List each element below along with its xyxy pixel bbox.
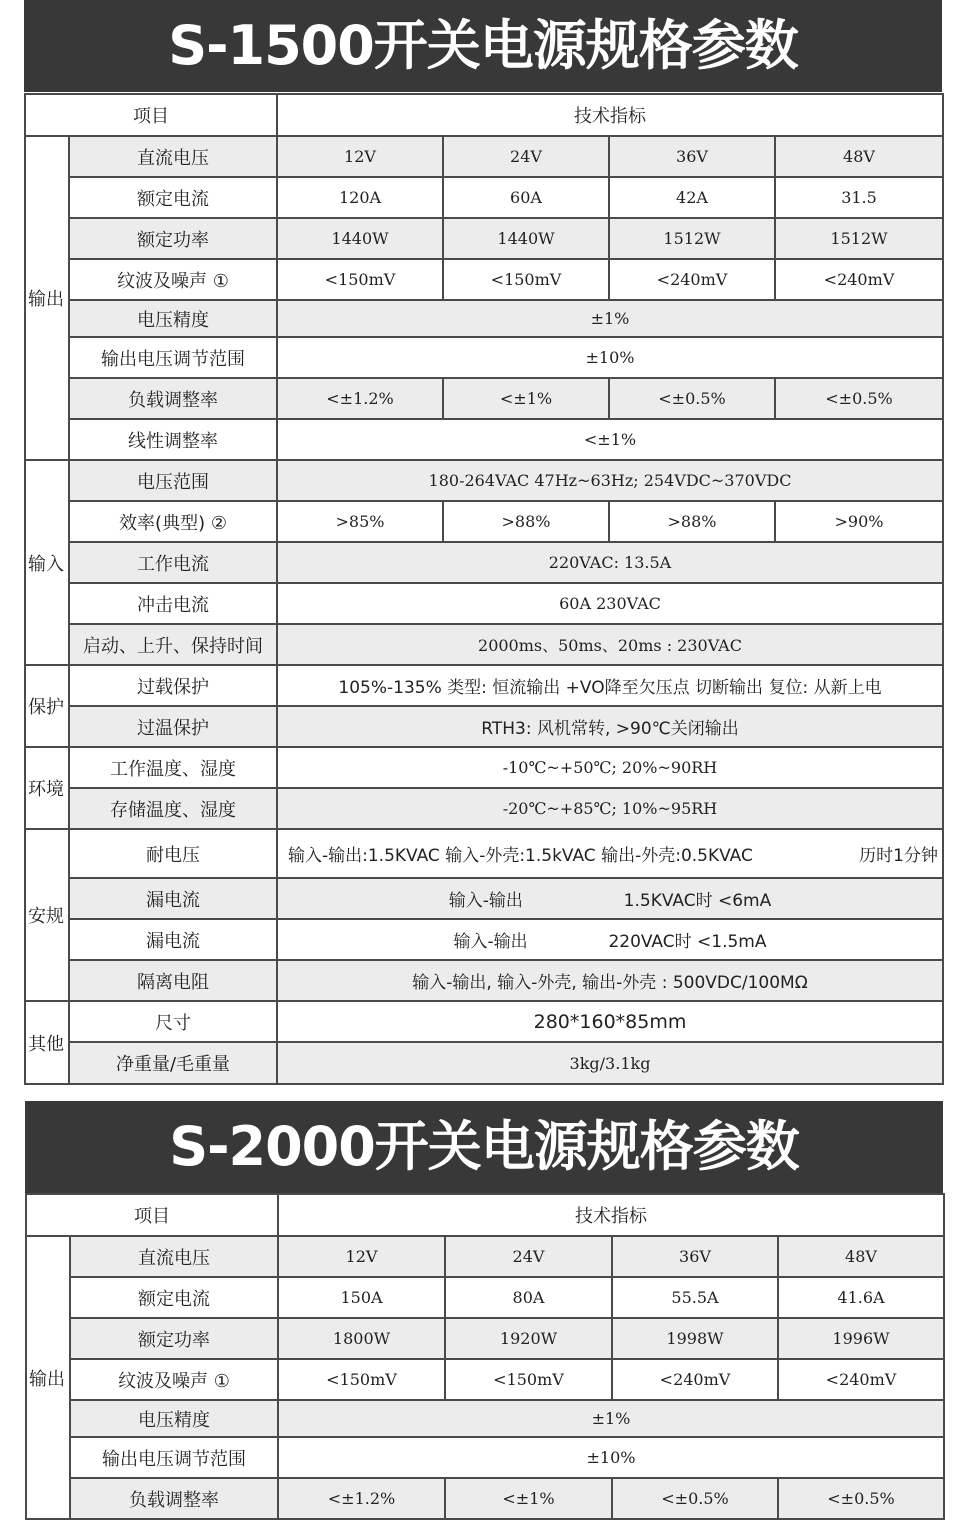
table-row xyxy=(25,747,943,788)
leak-path: 输入-输出 xyxy=(453,932,528,952)
group-protect: 保护 xyxy=(25,665,69,747)
row-label: 启动、上升、保持时间 xyxy=(69,624,277,665)
cell: 3kg/3.1kg xyxy=(277,1042,943,1084)
row-label: 工作电流 xyxy=(69,542,277,583)
table-row xyxy=(25,583,943,624)
cell: 36V xyxy=(612,1236,778,1277)
table-row xyxy=(25,259,943,300)
cell: 48V xyxy=(778,1236,944,1277)
cell: ±1% xyxy=(278,1400,944,1437)
cell: <240mV xyxy=(612,1359,778,1400)
cell: 2000ms、50ms、20ms : 230VAC xyxy=(277,624,943,665)
cell: 180-264VAC 47Hz~63Hz; 254VDC~370VDC xyxy=(277,460,943,501)
cell: <±1.2% xyxy=(278,1478,445,1519)
table-row xyxy=(25,501,943,542)
cell: 80A xyxy=(445,1277,612,1318)
cell: 280*160*85mm xyxy=(277,1001,943,1042)
header-item: 项目 xyxy=(25,94,277,136)
cell: 1440W xyxy=(277,218,443,259)
table-row xyxy=(26,1277,944,1318)
cell xyxy=(277,919,943,960)
cell xyxy=(277,878,943,919)
row-label: 存储温度、湿度 xyxy=(69,788,277,829)
table-row xyxy=(25,378,943,419)
group-output: 输出 xyxy=(25,136,69,460)
table-row xyxy=(25,878,943,919)
spec-title-s2000: S-2000开关电源规格参数 xyxy=(25,1101,943,1193)
row-label: 效率(典型) ② xyxy=(69,501,277,542)
cell: 150A xyxy=(278,1277,445,1318)
spec-table-s2000 xyxy=(25,1193,945,1520)
group-output-label: 输出 xyxy=(29,1368,65,1390)
row-label: 耐电压 xyxy=(69,829,277,878)
table-row xyxy=(26,1359,944,1400)
header-item: 项目 xyxy=(26,1194,278,1236)
row-label: 净重量/毛重量 xyxy=(69,1042,277,1084)
cell: 1996W xyxy=(778,1318,944,1359)
table-row xyxy=(25,419,943,460)
table-row xyxy=(26,1236,944,1277)
spec-title-s1500: S-1500开关电源规格参数 xyxy=(24,0,942,92)
cell: 12V xyxy=(277,136,443,177)
row-label: 纹波及噪声 ① xyxy=(69,259,277,300)
cell: 1512W xyxy=(609,218,775,259)
row-label: 负载调整率 xyxy=(69,378,277,419)
cell: >88% xyxy=(443,501,609,542)
cell: <±1% xyxy=(445,1478,612,1519)
cell: 220VAC: 13.5A xyxy=(277,542,943,583)
cell: <±1.2% xyxy=(277,378,443,419)
cell: <±0.5% xyxy=(778,1478,944,1519)
cell: -20℃~+85℃; 10%~95RH xyxy=(277,788,943,829)
cell: 1800W xyxy=(278,1318,445,1359)
table-row xyxy=(25,177,943,218)
table-row xyxy=(25,1042,943,1084)
cell: 1998W xyxy=(612,1318,778,1359)
row-label: 漏电流 xyxy=(69,878,277,919)
row-label: 直流电压 xyxy=(70,1236,278,1277)
table-row xyxy=(25,218,943,259)
table-row xyxy=(26,1318,944,1359)
row-label: 额定功率 xyxy=(70,1318,278,1359)
table-row xyxy=(25,829,943,878)
row-label: 额定电流 xyxy=(70,1277,278,1318)
cell: <240mV xyxy=(778,1359,944,1400)
row-label: 电压精度 xyxy=(70,1400,278,1437)
cell: >88% xyxy=(609,501,775,542)
cell: ±10% xyxy=(277,337,943,378)
cell: <150mV xyxy=(445,1359,612,1400)
row-label: 额定功率 xyxy=(69,218,277,259)
cell xyxy=(277,829,943,878)
cell: 55.5A xyxy=(612,1277,778,1318)
spec-table-s1500 xyxy=(24,93,944,1085)
cell: 31.5 xyxy=(775,177,943,218)
row-label: 隔离电阻 xyxy=(69,960,277,1001)
leak-limit: 1.5KVAC时 <6mA xyxy=(623,891,772,911)
cell: 12V xyxy=(278,1236,445,1277)
cell: <±0.5% xyxy=(612,1478,778,1519)
row-label: 电压范围 xyxy=(69,460,277,501)
cell: <±1% xyxy=(443,378,609,419)
cell: 41.6A xyxy=(778,1277,944,1318)
row-label: 线性调整率 xyxy=(69,419,277,460)
cell: 24V xyxy=(443,136,609,177)
table-header-row xyxy=(26,1194,944,1236)
row-label: 负载调整率 xyxy=(70,1478,278,1519)
cell: 42A xyxy=(609,177,775,218)
row-label: 漏电流 xyxy=(69,919,277,960)
row-label: 电压精度 xyxy=(69,300,277,337)
withstand-value: 输入-输出:1.5KVAC 输入-外壳:1.5kVAC 输出-外壳:0.5KVAC xyxy=(288,846,753,866)
group-safety: 安规 xyxy=(25,829,69,1001)
row-label: 直流电压 xyxy=(69,136,277,177)
cell: 60A xyxy=(443,177,609,218)
table-row xyxy=(25,460,943,501)
cell: 60A 230VAC xyxy=(277,583,943,624)
row-label: 过载保护 xyxy=(69,665,277,706)
table-row xyxy=(25,960,943,1001)
leak-path: 输入-输出 xyxy=(448,891,523,911)
cell: <240mV xyxy=(609,259,775,300)
leak-limit: 220VAC时 <1.5mA xyxy=(608,932,767,952)
row-label: 输出电压调节范围 xyxy=(70,1437,278,1478)
table-row xyxy=(26,1478,944,1519)
row-label: 纹波及噪声 ① xyxy=(70,1359,278,1400)
table-row xyxy=(25,300,943,337)
cell: <240mV xyxy=(775,259,943,300)
header-spec: 技术指标 xyxy=(278,1194,944,1236)
cell: <±0.5% xyxy=(775,378,943,419)
cell: <150mV xyxy=(443,259,609,300)
row-label: 输出电压调节范围 xyxy=(69,337,277,378)
cell: 1512W xyxy=(775,218,943,259)
row-label: 冲击电流 xyxy=(69,583,277,624)
cell: 105%-135% 类型: 恒流输出 +VO降至欠压点 切断输出 复位: 从新上电 xyxy=(277,665,943,706)
table-row xyxy=(25,1001,943,1042)
cell: -10℃~+50℃; 20%~90RH xyxy=(277,747,943,788)
table-row xyxy=(25,706,943,747)
cell: ±1% xyxy=(277,300,943,337)
row-label: 尺寸 xyxy=(69,1001,277,1042)
cell: 1440W xyxy=(443,218,609,259)
table-row xyxy=(25,788,943,829)
cell: 36V xyxy=(609,136,775,177)
row-label: 工作温度、湿度 xyxy=(69,747,277,788)
cell: ±10% xyxy=(278,1437,944,1478)
cell: <150mV xyxy=(278,1359,445,1400)
row-label: 过温保护 xyxy=(69,706,277,747)
cell: 24V xyxy=(445,1236,612,1277)
table-row xyxy=(25,542,943,583)
header-spec: 技术指标 xyxy=(277,94,943,136)
group-output xyxy=(26,1236,70,1519)
cell: 48V xyxy=(775,136,943,177)
cell: <±1% xyxy=(277,419,943,460)
cell: 1920W xyxy=(445,1318,612,1359)
table-row xyxy=(26,1400,944,1437)
group-env: 环境 xyxy=(25,747,69,829)
table-row xyxy=(25,919,943,960)
group-input: 输入 xyxy=(25,460,69,665)
cell: >90% xyxy=(775,501,943,542)
table-row xyxy=(25,136,943,177)
cell: <150mV xyxy=(277,259,443,300)
table-row xyxy=(25,337,943,378)
withstand-duration: 历时1分钟 xyxy=(859,846,938,866)
cell: 120A xyxy=(277,177,443,218)
group-other: 其他 xyxy=(25,1001,69,1084)
cell: RTH3: 风机常转, >90℃关闭输出 xyxy=(277,706,943,747)
row-label: 额定电流 xyxy=(69,177,277,218)
table-row xyxy=(25,665,943,706)
table-row xyxy=(25,624,943,665)
table-header-row xyxy=(25,94,943,136)
table-row xyxy=(26,1437,944,1478)
cell: >85% xyxy=(277,501,443,542)
cell: 输入-输出, 输入-外壳, 输出-外壳 : 500VDC/100MΩ xyxy=(277,960,943,1001)
cell: <±0.5% xyxy=(609,378,775,419)
